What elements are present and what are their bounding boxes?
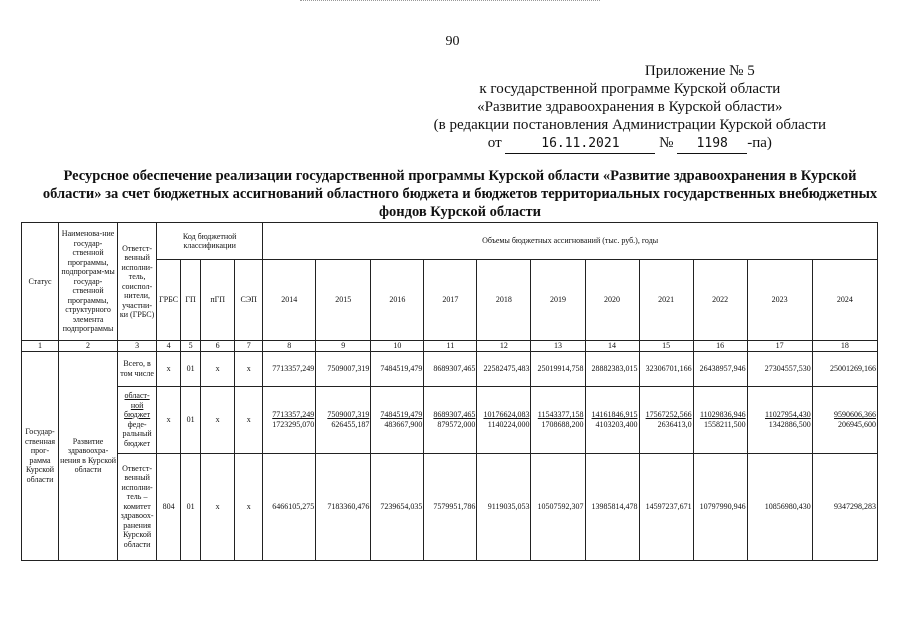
- header-code: СЭП: [235, 260, 263, 341]
- value-cell: [263, 386, 316, 453]
- value-cell: [424, 386, 477, 453]
- status-cell: Государ-ственная прог-рамма Курской области: [22, 351, 59, 560]
- appendix-line-2: к государственной программе Курской области: [479, 81, 781, 97]
- code-cell: x: [157, 351, 181, 386]
- value-cell: 10856980,430: [747, 453, 812, 560]
- appendix-line-3: «Развитие здравоохранения в Курской области»: [477, 99, 783, 115]
- code-cell: x: [201, 386, 235, 453]
- value-cell: [316, 386, 371, 453]
- value-cell: 25019914,758: [531, 351, 585, 386]
- value-regional: 7484519,479: [380, 410, 423, 419]
- resolution-number: 1198: [677, 135, 747, 154]
- value-cell: 9347298,283: [812, 453, 877, 560]
- value-cell: 32306701,166: [639, 351, 693, 386]
- value-federal: 206945,600: [838, 419, 876, 429]
- row-label: Ответст-венный исполни-тель – комитет здравоох-ранения Курской области: [118, 453, 157, 560]
- value-cell: 27304557,530: [747, 351, 812, 386]
- page-number: 90: [445, 34, 460, 49]
- value-cell: 7509007,319: [316, 351, 371, 386]
- code-cell: x: [235, 386, 263, 453]
- value-cell: 7579951,786: [424, 453, 477, 560]
- row-label: [118, 386, 157, 453]
- value-cell: [477, 386, 531, 453]
- column-index: 6: [201, 341, 235, 352]
- value-cell: 7239654,035: [371, 453, 424, 560]
- value-cell: [531, 386, 585, 453]
- column-index: 8: [263, 341, 316, 352]
- value-cell: 28882383,015: [585, 351, 639, 386]
- value-federal: 879572,000: [437, 419, 476, 429]
- column-index: 1: [22, 341, 59, 352]
- appendix-date-line: [434, 134, 826, 154]
- value-federal: 4103203,400: [595, 419, 638, 429]
- table-row-total: [22, 351, 878, 386]
- header-year: 2022: [693, 260, 747, 341]
- value-cell: 14597237,671: [639, 453, 693, 560]
- code-cell: x: [235, 453, 263, 560]
- column-index: 9: [316, 341, 371, 352]
- document-title: Ресурсное обеспечение реализации государственной программы Курской области «Развитие здравоохранения в Курской области» за счет бюджетных ассигнований областного бюджета и бюджетов территориальных государственных внебюджетных фондов Курской области: [42, 168, 878, 220]
- value-cell: 10797990,946: [693, 453, 747, 560]
- header-year: 2014: [263, 260, 316, 341]
- value-regional: 14161846,915: [591, 410, 638, 419]
- value-cell: [639, 386, 693, 453]
- value-cell: 13985814,478: [585, 453, 639, 560]
- value-cell: 7484519,479: [371, 351, 424, 386]
- header-year: 2019: [531, 260, 585, 341]
- value-federal: 2636413,0: [657, 419, 692, 429]
- code-cell: 01: [181, 351, 201, 386]
- row-label-regional: област-ной бюджет: [124, 391, 151, 419]
- value-cell: 7713357,249: [263, 351, 316, 386]
- value-cell: 8689307,465: [424, 351, 477, 386]
- header-budget-code: Код бюджетной классификации: [157, 223, 263, 260]
- value-regional: 8689307,465: [433, 410, 476, 419]
- value-cell: [812, 386, 877, 453]
- code-cell: 804: [157, 453, 181, 560]
- appendix-header: [434, 62, 826, 154]
- value-cell: [371, 386, 424, 453]
- table-row-budgets: [22, 386, 878, 453]
- column-index: 2: [59, 341, 118, 352]
- header-year: 2017: [424, 260, 477, 341]
- value-regional: 7713357,249: [272, 410, 315, 419]
- header-year: 2018: [477, 260, 531, 341]
- value-cell: 26438957,946: [693, 351, 747, 386]
- header-year: 2020: [585, 260, 639, 341]
- header-name: Наименова-ние государ-ственной программы, подпрограм-мы государ-ственной программы, структурного элемента подпрограммы: [59, 223, 118, 341]
- header-year: 2015: [316, 260, 371, 341]
- table-row-responsible: [22, 453, 878, 560]
- value-federal: 1140224,000: [487, 419, 530, 429]
- appendix-line-4: (в редакции постановления Администрации Курской области: [433, 117, 826, 133]
- column-index: 17: [747, 341, 812, 352]
- program-name-cell: Развитие здравоохра-нения в Курской области: [59, 351, 118, 560]
- header-year: 2023: [747, 260, 812, 341]
- column-index: 15: [639, 341, 693, 352]
- column-index: 14: [585, 341, 639, 352]
- header-responsible: Ответст-венный исполни-тель, соиспол-нители, участни-ки (ГРБС): [118, 223, 157, 341]
- header-status: Статус: [22, 223, 59, 341]
- scan-artifact: [300, 0, 600, 4]
- column-index: 18: [812, 341, 877, 352]
- number-suffix: -па): [747, 135, 772, 151]
- header-code: пГП: [201, 260, 235, 341]
- value-regional: 11027954,430: [764, 410, 811, 419]
- value-regional: 7509007,319: [327, 410, 370, 419]
- column-index: 10: [371, 341, 424, 352]
- header-year: 2024: [812, 260, 877, 341]
- value-cell: 6466105,275: [263, 453, 316, 560]
- value-federal: 483667,900: [384, 419, 423, 429]
- column-index: 11: [424, 341, 477, 352]
- value-regional: 17567252,566: [645, 410, 692, 419]
- resource-table: [21, 222, 878, 561]
- value-cell: 7183360,476: [316, 453, 371, 560]
- code-cell: x: [157, 386, 181, 453]
- header-volumes: Объемы бюджетных ассигнований (тыс. руб.), годы: [263, 223, 878, 260]
- number-label: №: [659, 135, 674, 151]
- column-index: 4: [157, 341, 181, 352]
- code-cell: x: [235, 351, 263, 386]
- value-regional: 9590606,366: [834, 410, 876, 419]
- value-regional: 10176624,083: [483, 410, 530, 419]
- value-federal: 1558211,500: [703, 419, 746, 429]
- column-index: 13: [531, 341, 585, 352]
- header-year: 2016: [371, 260, 424, 341]
- value-cell: [585, 386, 639, 453]
- header-year: 2021: [639, 260, 693, 341]
- value-cell: [693, 386, 747, 453]
- code-cell: x: [201, 351, 235, 386]
- column-index: 5: [181, 341, 201, 352]
- code-cell: x: [201, 453, 235, 560]
- value-cell: 9119035,053: [477, 453, 531, 560]
- column-index: 3: [118, 341, 157, 352]
- header-row-1: [22, 223, 878, 260]
- value-cell: [747, 386, 812, 453]
- header-code: ГРБС: [157, 260, 181, 341]
- code-cell: 01: [181, 386, 201, 453]
- value-federal: 1342886,500: [768, 419, 811, 429]
- column-index-row: [22, 341, 878, 352]
- value-cell: 22582475,483: [477, 351, 531, 386]
- column-index: 12: [477, 341, 531, 352]
- column-index: 7: [235, 341, 263, 352]
- code-cell: 01: [181, 453, 201, 560]
- value-cell: 25001269,166: [812, 351, 877, 386]
- value-federal: 1708688,200: [541, 419, 584, 429]
- column-index: 16: [693, 341, 747, 352]
- value-federal: 626455,187: [331, 419, 370, 429]
- row-label: Всего, в том числе: [118, 351, 157, 386]
- value-federal: 1723295,070: [272, 419, 315, 429]
- resolution-date: 16.11.2021: [505, 135, 655, 154]
- row-label-federal: феде-ральный бюджет: [122, 419, 152, 448]
- from-label: от: [487, 135, 502, 151]
- appendix-line-1: Приложение № 5: [644, 63, 755, 79]
- value-regional: 11029836,946: [699, 410, 746, 419]
- header-code: ГП: [181, 260, 201, 341]
- value-regional: 11543377,158: [537, 410, 584, 419]
- value-cell: 10507592,307: [531, 453, 585, 560]
